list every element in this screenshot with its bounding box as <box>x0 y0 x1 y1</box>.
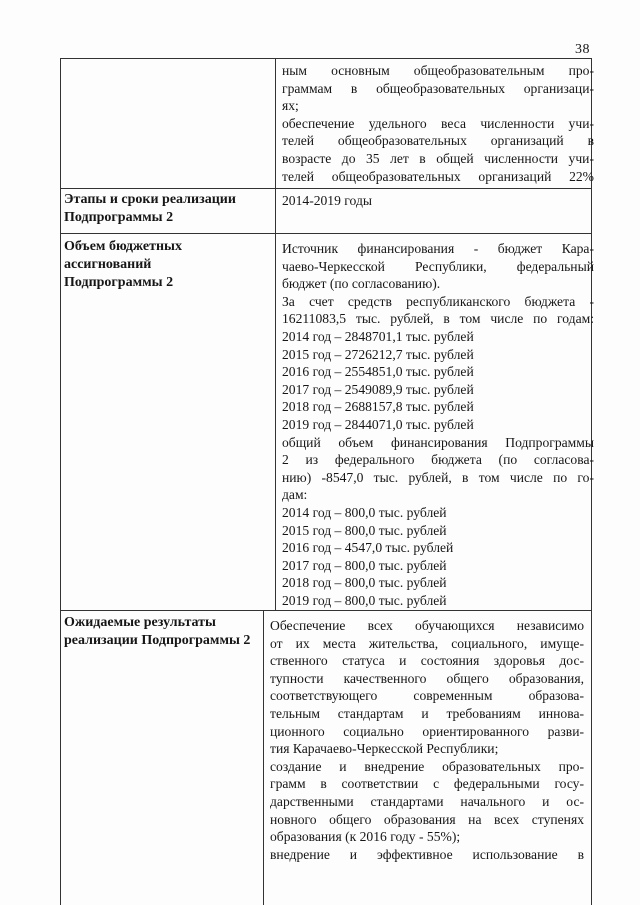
text-line: За счет средств республиканского бюджета - <box>282 293 594 309</box>
text-line: Источник финансирования - бюджет Кара- <box>282 241 594 256</box>
text-line: 2015 год – 800,0 тыс. рублей <box>282 522 447 538</box>
text-line: 16211083,5 тыс. рублей, в том числе по годам: <box>282 311 594 327</box>
text-line: обеспечение удельного веса численности учи- <box>282 115 594 131</box>
text-line: ным основным общеобразовательным про- <box>282 63 594 78</box>
column-divider-upper <box>275 58 276 610</box>
text-line: 2017 год – 800,0 тыс. рублей <box>282 557 447 573</box>
text-line: бюджет (по согласованию). <box>282 276 441 292</box>
text-line: тельным стандартам и требованиям иннова- <box>270 705 584 721</box>
text-line: 2016 год – 4547,0 тыс. рублей <box>282 540 454 556</box>
text-line: 2015 год – 2726212,7 тыс. рублей <box>282 346 474 362</box>
text-line: соответствующего современным образова- <box>270 688 584 704</box>
text-line: 2016 год – 2554851,0 тыс. рублей <box>282 364 474 380</box>
text-line: телей общеобразовательных организаций в <box>282 133 594 149</box>
text-line: образования (к 2016 году - 55%); <box>270 829 461 845</box>
text-line: от их места жительства, социального, имуще- <box>270 635 584 651</box>
text-line: создание и внедрение образовательных про- <box>270 758 584 774</box>
text-line: 2017 год – 2549089,9 тыс. рублей <box>282 381 474 397</box>
text-line: 2014 год – 2848701,1 тыс. рублей <box>282 328 474 344</box>
text-line: внедрение и эффективное использование в <box>270 846 584 862</box>
row-divider-1 <box>60 188 592 189</box>
text-line: 2 из федерального бюджета (по согласова- <box>282 452 594 468</box>
text-line: 2019 год – 2844071,0 тыс. рублей <box>282 416 474 432</box>
text-line: телей общеобразовательных организаций 22% <box>282 168 594 184</box>
text-line: 2019 год – 800,0 тыс. рублей <box>282 592 447 608</box>
text-line: возрасте до 35 лет в общей численности учи- <box>282 150 594 166</box>
text-line: тия Карачаево-Черкесской Республики; <box>270 741 499 757</box>
row-2-label: Этапы и сроки реализации Подпрограммы 2 <box>64 192 236 225</box>
text-line: ях; <box>282 98 299 114</box>
row-divider-2 <box>60 233 592 234</box>
row-4-label: Ожидаемые результаты реализации Подпрограммы 2 <box>64 615 251 648</box>
text-line: 2014 год – 800,0 тыс. рублей <box>282 504 447 520</box>
text-line: дарственными стандартами начального и ос- <box>270 793 584 809</box>
text-line: ционного социально ориентированного разви- <box>270 723 584 739</box>
row-2-content <box>282 192 594 210</box>
page-number: 38 <box>575 42 590 57</box>
text-line: общий объем финансирования Подпрограммы <box>282 434 594 450</box>
text-line: грамм в соответствии с федеральными госу- <box>270 776 584 792</box>
text-line: 2014-2019 годы <box>282 193 372 208</box>
text-line: чаево-Черкесской Республики, федеральный <box>282 258 594 274</box>
row-3-label: Объем бюджетных ассигнований Подпрограммы 2 <box>64 239 182 290</box>
text-line: нию) -8547,0 тыс. рублей, в том числе по го- <box>282 469 594 485</box>
text-line: 2018 год – 2688157,8 тыс. рублей <box>282 399 474 415</box>
text-line: 2018 год – 800,0 тыс. рублей <box>282 575 447 591</box>
row-4-content <box>270 617 584 863</box>
column-divider-lower <box>263 610 264 905</box>
table-top-border <box>60 58 592 59</box>
text-line: Обеспечение всех обучающихся независимо <box>270 618 584 633</box>
text-line: граммам в общеобразовательных организаци- <box>282 80 594 96</box>
text-line: ственного статуса и состояния здоровья дос- <box>270 653 584 669</box>
row-3-content <box>282 240 594 609</box>
text-line: дам: <box>282 487 308 503</box>
text-line: новного общего образования на всех ступенях <box>270 811 584 827</box>
row-1-content <box>282 62 594 185</box>
text-line: тупности качественного общего образования, <box>270 670 584 686</box>
row-divider-3 <box>60 610 592 611</box>
table-left-border <box>60 58 61 905</box>
